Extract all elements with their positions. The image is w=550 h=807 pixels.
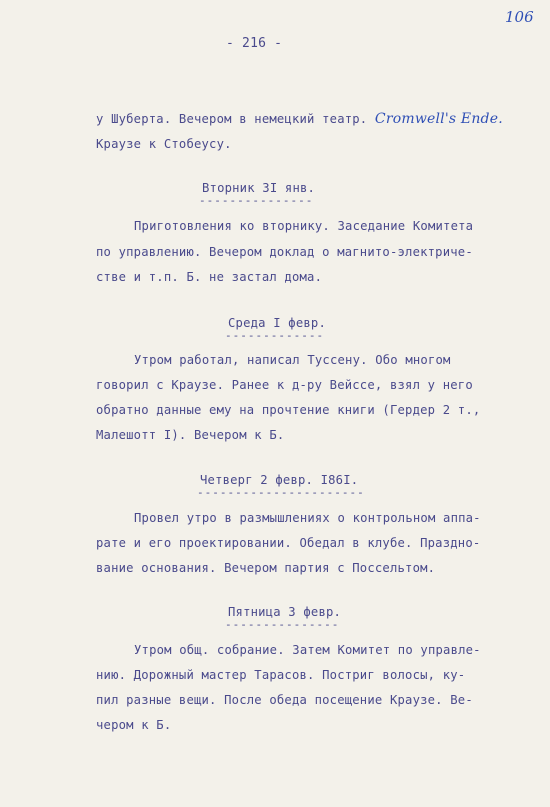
intro-line-1-typed: у Шуберта. Вечером в немецкий театр. [96, 112, 368, 126]
corner-handwritten-number: 106 [505, 8, 534, 26]
entry-line: Провел утро в размышлениях о контрольном аппа- [134, 511, 481, 525]
entry-line: чером к Б. [96, 718, 172, 732]
entry-line: по управлению. Вечером доклад о магнито-электриче- [96, 245, 473, 259]
entry-line: стве и т.п. Б. не застал дома. [96, 270, 323, 284]
entry-line: Утром общ. собрание. Затем Комитет по управле- [134, 643, 481, 657]
entry-underline: ---------------------- [197, 486, 365, 499]
entry-line: нию. Дорожный мастер Тарасов. Постриг волосы, ку- [96, 668, 466, 682]
entry-line: Утром работал, написал Туссену. Обо многом [134, 353, 451, 367]
entry-line: пил разные вещи. После обеда посещение Краузе. Ве- [96, 693, 473, 707]
intro-line-2: Краузе к Стобеусу. [96, 137, 232, 151]
entry-line: Приготовления ко вторнику. Заседание Комитета [134, 219, 474, 233]
entry-heading-tuesday: Вторник 3I янв. [202, 181, 316, 195]
entry-line: Малешотт I). Вечером к Б. [96, 428, 285, 442]
entry-underline: ------------- [225, 329, 325, 342]
entry-underline: --------------- [199, 194, 314, 207]
entry-underline: --------------- [225, 618, 340, 631]
entry-line: рате и его проектировании. Обедал в клубе. Праздно- [96, 536, 481, 550]
page-number: - 216 - [226, 36, 283, 51]
entry-heading-wednesday: Среда I февр. [228, 316, 326, 330]
handwritten-annotation: Cromwell's Ende. [374, 111, 503, 127]
entry-heading-thursday: Четверг 2 февр. I86I. [200, 473, 359, 487]
entry-line: обратно данные ему на прочтение книги (Гердер 2 т., [96, 403, 481, 417]
entry-line: говорил с Краузе. Ранее к д-ру Вейссе, взял у него [96, 378, 473, 392]
entry-heading-friday: Пятница 3 февр. [228, 605, 342, 619]
intro-line-1 [96, 111, 503, 127]
entry-line: вание основания. Вечером партия с Поссельтом. [96, 561, 436, 575]
